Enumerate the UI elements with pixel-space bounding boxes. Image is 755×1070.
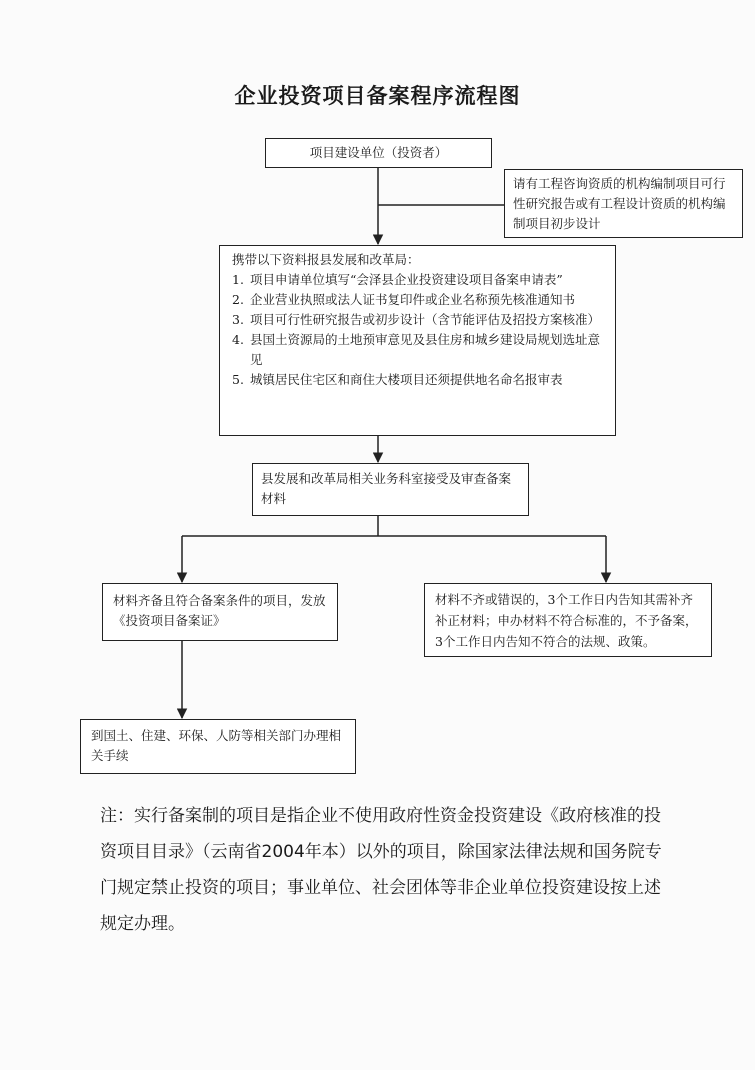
- materials-heading: 携带以下资料报县发展和改革局：: [232, 252, 420, 267]
- side-note-text: 请有工程咨询资质的机构编制项目可行性研究报告或有工程设计资质的机构编制项目初步设计: [513, 176, 726, 231]
- rejected-box: [424, 583, 712, 657]
- side-note-box: [504, 169, 743, 238]
- footnote: 注：实行备案制的项目是指企业不使用政府性资金投资建设《政府核准的投资项目目录》（云南省2004年本）以外的项目，除国家法律法规和国务院专门规定禁止投资的项目；事业单位、社会团体等非企业单位投资建设按上述规定办理。: [100, 806, 662, 934]
- materials-list: [232, 270, 603, 390]
- list-item: 4. 县国土资源局的土地预审意见及县住房和城乡建设局规划选址意见: [232, 332, 601, 367]
- rejected-text: 材料不齐或错误的，3个工作日内告知其需补齐补正材料；申办材料不符合标准的，不予备案，3个工作日内告知不符合的法规、政策。: [435, 592, 698, 649]
- review-text: 县发展和改革局相关业务科室接受及审查备案材料: [261, 471, 512, 506]
- investor-label: 项目建设单位（投资者）: [309, 145, 448, 160]
- list-item: 2. 企业营业执照或法人证书复印件或企业名称预先核准通知书: [232, 292, 576, 307]
- next-step-box: [80, 719, 356, 774]
- investor-box: [265, 138, 492, 168]
- approved-text: 材料齐备且符合备案条件的项目，发放《投资项目备案证》: [113, 593, 326, 628]
- review-box: [252, 463, 529, 516]
- next-step-text: 到国土、住建、环保、人防等相关部门办理相关手续: [91, 728, 342, 763]
- list-item: 1. 项目申请单位填写“会泽县企业投资建设项目备案申请表”: [232, 272, 563, 287]
- approved-box: [102, 583, 338, 641]
- list-item: 5. 城镇居民住宅区和商住大楼项目还须提供地名命名报审表: [232, 372, 563, 387]
- list-item: 3. 项目可行性研究报告或初步设计（含节能评估及招投方案核准）: [232, 312, 601, 327]
- materials-box: [219, 245, 616, 436]
- page-title: 企业投资项目备案程序流程图: [234, 84, 521, 108]
